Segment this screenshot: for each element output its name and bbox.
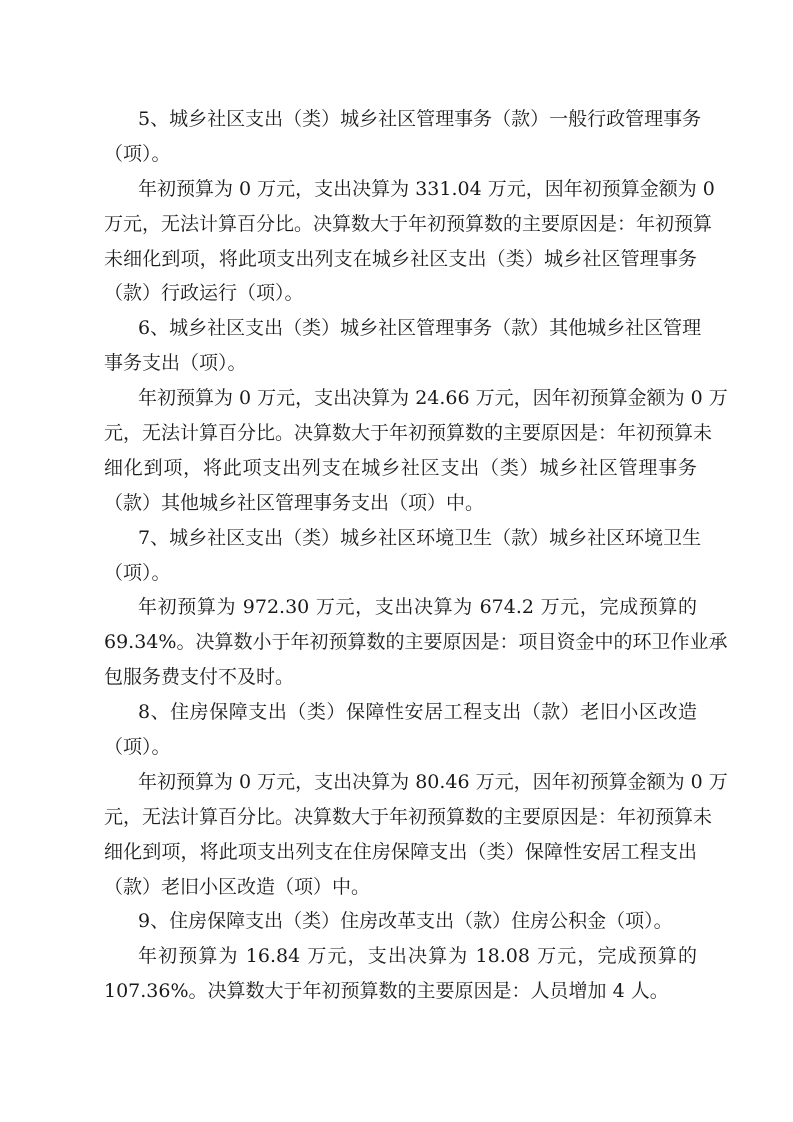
paragraph-item-9-body [104,939,697,1009]
text-line: 8、住房保障支出（类）保障性安居工程支出（款）老旧小区改造 [138,701,697,724]
paragraph-item-7-body [104,590,728,695]
text-line: 年初预算为 16.84 万元，支出决算为 18.08 万元，完成预算的 [138,945,697,968]
text-line: （项）。 [104,561,171,584]
text-line: （项）。 [104,736,171,759]
text-line: 细化到项，将此项支出列支在住房保障支出（类）保障性安居工程支出 [104,840,697,863]
text-line: 年初预算为 0 万元，支出决算为 331.04 万元，因年初预算金额为 0 [138,177,715,200]
text-line: 107.36%。决算数大于年初预算数的主要原因是：人员增加 4 人。 [104,980,669,1003]
paragraph-item-7-heading [104,521,702,591]
paragraph-item-9-heading [104,904,697,939]
paragraph-item-5-body [104,172,715,312]
paragraph-item-8-body [104,765,728,905]
text-line: （款）其他城乡社区管理事务支出（项）中。 [104,491,485,514]
text-line: 69.34%。决算数小于年初预算数的主要原因是：项目资金中的环卫作业承 [104,631,728,654]
text-line: 事务支出（项）。 [104,352,247,375]
text-line: 元，无法计算百分比。决算数大于年初预算数的主要原因是：年初预算未 [104,805,713,828]
paragraph-item-8-heading [104,695,697,765]
paragraph-item-6-heading [104,311,702,381]
text-line: 年初预算为 972.30 万元，支出决算为 674.2 万元，完成预算的 [138,596,697,619]
text-line: 细化到项，将此项支出列支在城乡社区支出（类）城乡社区管理事务 [104,456,697,479]
text-line: 包服务费支付不及时。 [104,666,295,689]
document-page [104,102,728,1009]
text-line: （款）行政运行（项）。 [104,282,304,305]
text-line: 9、住房保障支出（类）住房改革支出（款）住房公积金（项）。 [138,910,673,933]
text-line: 6、城乡社区支出（类）城乡社区管理事务（款）其他城乡社区管理 [138,317,702,340]
text-line: 5、城乡社区支出（类）城乡社区管理事务（款）一般行政管理事务 [138,108,702,130]
text-line: （项）。 [104,142,171,165]
text-line: 元，无法计算百分比。决算数大于年初预算数的主要原因是：年初预算未 [104,422,713,445]
text-line: 未细化到项，将此项支出列支在城乡社区支出（类）城乡社区管理事务 [104,247,697,270]
text-line: 万元，无法计算百分比。决算数大于年初预算数的主要原因是：年初预算 [104,212,713,235]
text-line: 年初预算为 0 万元，支出决算为 80.46 万元，因年初预算金额为 0 万 [138,770,728,793]
text-line: 7、城乡社区支出（类）城乡社区环境卫生（款）城乡社区环境卫生 [138,526,702,549]
text-line: 年初预算为 0 万元，支出决算为 24.66 万元，因年初预算金额为 0 万 [138,387,728,410]
text-line: （款）老旧小区改造（项）中。 [104,875,371,898]
paragraph-item-5-heading [104,102,702,172]
paragraph-item-6-body [104,381,728,521]
